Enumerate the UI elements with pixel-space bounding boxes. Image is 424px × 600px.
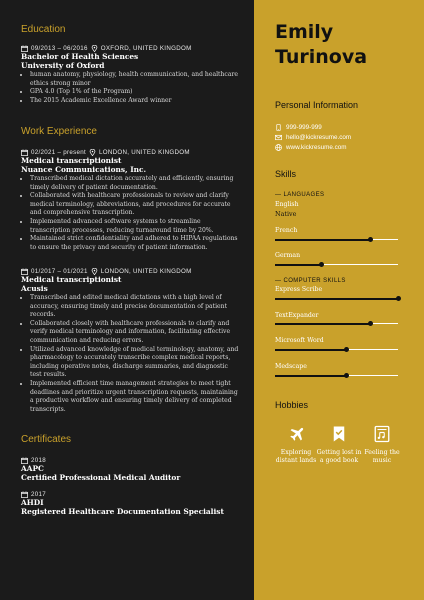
website-link[interactable]: www.kickresume.com	[286, 144, 347, 151]
certificate-year: 2017	[31, 491, 46, 498]
skill-label: Microsoft Word	[275, 337, 324, 344]
personal-info-heading: Personal Information	[275, 100, 359, 110]
list-item: • Implemented advanced software systems to streamline transcription processes, reducing turnaround time by 20%.	[30, 218, 239, 235]
education-entry	[21, 44, 239, 105]
hobby-label: Feeling the music	[364, 449, 400, 465]
experience-dates: 02/2021 – present	[31, 149, 86, 156]
education-dates: 09/2013 – 06/2016	[31, 45, 88, 52]
list-item: • The 2015 Academic Excellence Award winner	[30, 97, 239, 106]
certificate-name: Certified Professional Medical Auditor	[21, 472, 181, 482]
skill-bar-fill	[275, 264, 322, 266]
education-bullets	[21, 71, 239, 105]
list-item: • Utilized advanced knowledge of medical terminology, anatomy, and pharmacology to accurately transcribe complex medical reports, including operative notes, discharge summaries, and diagnostic test results.	[30, 346, 239, 380]
certificate-meta	[21, 490, 239, 499]
experience-location: LONDON, UNITED KINGDOM	[100, 268, 192, 275]
skill-bar	[275, 323, 398, 324]
list-item: • Collaborated with healthcare professionals to review and clarify medical terminology, abbreviations, and procedures for accurate and comprehensive transcription.	[30, 192, 239, 218]
skill-bar-knob	[368, 321, 373, 326]
list-item: • Collaborated closely with healthcare professionals to clarify and verify medical terminology and information, facilitating effective communication and reducing errors.	[30, 320, 239, 346]
experience-role: Medical transcriptionist	[21, 275, 122, 284]
email-row[interactable]	[275, 134, 351, 141]
hobby-item	[357, 425, 407, 466]
experience-company: Nuance Communications, Inc.	[21, 164, 147, 174]
skill-bar-fill	[275, 349, 346, 351]
calendar-icon	[21, 268, 28, 275]
certificate-meta	[21, 456, 239, 465]
skill-label: German	[275, 252, 301, 259]
computer-skills-heading: — COMPUTER SKILLS	[275, 278, 346, 284]
experience-dates: 01/2017 – 01/2021	[31, 268, 88, 275]
skill-bar-fill	[275, 375, 346, 377]
skill-bar-knob	[396, 296, 401, 301]
calendar-icon	[21, 149, 28, 156]
hobbies-heading: Hobbies	[275, 400, 309, 410]
calendar-icon	[21, 457, 28, 464]
phone-icon	[275, 124, 282, 131]
hobby-label: Getting lost in a good book	[316, 449, 362, 465]
skill-label: French	[275, 227, 298, 234]
skill-label: TextExpander	[275, 312, 319, 319]
experience-location: LONDON, UNITED KINGDOM	[98, 149, 190, 156]
calendar-icon	[21, 45, 28, 52]
first-name: Emily	[275, 21, 334, 43]
certificate-year: 2018	[31, 457, 46, 464]
certificate-code: AAPC	[21, 464, 44, 473]
experience-company: Acusis	[21, 283, 48, 293]
skill-bar-fill	[275, 323, 371, 325]
skill-level-text: Native	[275, 210, 297, 218]
experience-bullets	[21, 175, 239, 252]
experience-entry-1	[21, 148, 239, 252]
bookmark-icon	[330, 425, 348, 443]
skills-heading: Skills	[275, 169, 297, 179]
calendar-icon	[21, 491, 28, 498]
skill-bar-knob	[344, 347, 349, 352]
last-name: Turinova	[275, 46, 368, 68]
location-pin-icon	[91, 268, 98, 275]
certificate-code: AHDI	[21, 498, 44, 507]
skill-bar	[275, 349, 398, 350]
languages-heading: — LANGUAGES	[275, 192, 325, 198]
skill-bar	[275, 239, 398, 240]
location-pin-icon	[91, 45, 98, 52]
skill-bar-knob	[368, 237, 373, 242]
experience-role: Medical transcriptionist	[21, 156, 122, 165]
email-icon	[275, 134, 282, 141]
list-item: • Transcribed and edited medical dictations with a high level of accuracy, ensuring timely and precise documentation of patient records.	[30, 294, 239, 320]
candidate-name	[275, 20, 367, 70]
education-school: University of Oxford	[21, 60, 105, 70]
skill-bar	[275, 298, 398, 299]
education-heading: Education	[21, 24, 66, 35]
skill-bar-knob	[344, 373, 349, 378]
skill-bar-fill	[275, 239, 371, 241]
certificates-heading: Certificates	[21, 434, 72, 445]
skill-bar-fill	[275, 298, 398, 300]
list-item: • human anatomy, physiology, health communication, and healthcare ethics strong minor	[30, 71, 239, 88]
airplane-icon	[287, 425, 305, 443]
education-degree: Bachelor of Health Sciences	[21, 52, 139, 61]
education-location: OXFORD, UNITED KINGDOM	[100, 45, 192, 52]
skill-bar-knob	[319, 262, 324, 267]
skill-label: Medscape	[275, 363, 307, 370]
skill-bar	[275, 375, 398, 376]
experience-entry-2	[21, 267, 239, 414]
skill-label: Express Scribe	[275, 286, 323, 293]
skill-bar	[275, 264, 398, 265]
experience-heading: Work Experience	[21, 126, 97, 137]
certificate-entry-2	[21, 490, 239, 516]
list-item: • Maintained strict confidentiality and adhered to HIPAA regulations to ensure the privacy and security of patient information.	[30, 235, 239, 252]
list-item: • Transcribed medical dictation accurately and efficiently, ensuring timely delivery of patient documentation.	[30, 175, 239, 192]
certificate-name: Registered Healthcare Documentation Specialist	[21, 506, 224, 516]
hobby-label: Exploring distant lands	[275, 449, 317, 465]
location-pin-icon	[89, 149, 96, 156]
phone-row	[275, 124, 322, 131]
music-sheet-icon	[373, 425, 391, 443]
phone-text: 999-999-999	[286, 124, 322, 131]
right-column	[254, 0, 424, 600]
list-item: • Implemented efficient time management strategies to meet tight deadlines and prioritize urgent transcription requests, maintaining a productive workflow and ensuring timely delivery of completed transcripts.	[30, 380, 239, 414]
experience-bullets	[21, 294, 239, 414]
website-row[interactable]	[275, 144, 347, 151]
email-link[interactable]: hello@kickresume.com	[286, 134, 352, 141]
list-item: • GPA 4.0 (Top 1% of the Program)	[30, 88, 239, 97]
globe-icon	[275, 144, 282, 151]
skill-label: English	[275, 201, 299, 208]
certificate-entry-1	[21, 456, 239, 482]
